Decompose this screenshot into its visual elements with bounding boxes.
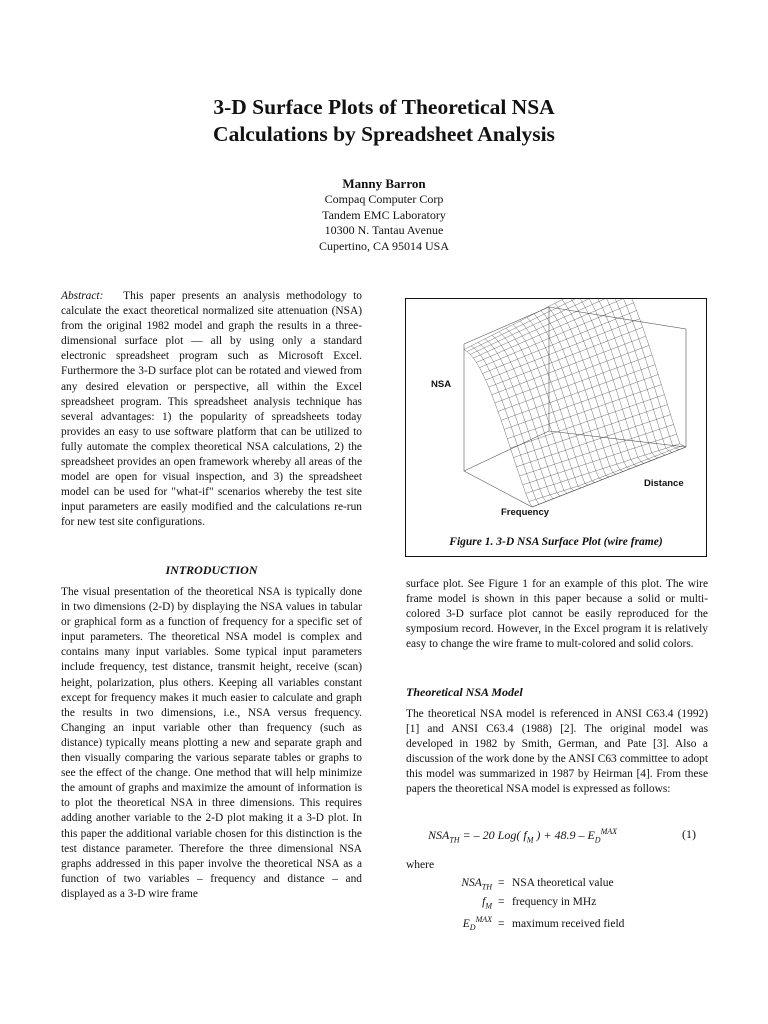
definition-row: $E_D^{MAX}$ = maximum received field — [440, 915, 624, 934]
section-heading: Theoretical NSA Model — [406, 685, 523, 699]
introduction-paragraph: The visual presentation of the theoretical NSA is typically done in two dimensions (2-D) by displaying the NSA values in tabular or graphical form as a function of frequency for a specific set of input parameters. The theoretical NSA model is complex and contains many input variables. Some typical input parameters include frequency, test distance, transmit height, receive (scan) height, polarization, plus others. Keeping all variables constant except for frequency makes it much easier to calculate and graph the results in two dimensions, i.e., NSA versus frequency. Changing an input variable other than frequency (such as distance) typically means plotting a new and separate graph and then visually comparing the various separate tables or graphs to see the effect of the change. One method that will help minimize the amount of graphs and maximize the amount of information is to plot the theoretical NSA in three dimensions. This requires adding another variable to the 2-D plot making it a 3-D plot. In this paper the additional variable chosen for this distinction is the test distance parameter. Therefore the three dimensional NSA graphs addressed in this paper involve the theoretical NSA as a function of two variables – frequency and distance – and displayed as a 3-D wire frame — [61, 586, 362, 900]
definition-symbol: $f_M$ — [482, 896, 492, 911]
right-paragraph-1 — [406, 577, 708, 652]
author-city: Cupertino, CA 95014 USA — [318, 238, 449, 253]
section-paragraph-text: The theoretical NSA model is referenced in ANSI C63.4 (1992) [1] and ANSI C63.4 (1988) [2]. The original model was developed in 1982 by Smith, German, and Pate [3]. Also a discussion of the work done by the ANSI C63 committee to adopt this model was summarized in 1987 by Heirman [4]. From these papers the theoretical NSA model is expressed as follows: — [406, 708, 708, 796]
figure-1 — [405, 298, 707, 557]
equation-e-sup: MAX — [600, 827, 618, 836]
author-block — [0, 175, 768, 254]
definition-description: maximum received field — [512, 917, 625, 930]
introduction-heading: INTRODUCTION — [165, 563, 258, 577]
equation-middle-2: ) + 48.9 – E — [533, 828, 595, 842]
surface-plot — [406, 299, 706, 556]
definition-symbol: $NSA_{TH}$ — [461, 877, 492, 892]
author-affiliation-2: Tandem EMC Laboratory — [322, 207, 446, 222]
right-paragraph-1-text: surface plot. See Figure 1 for an example of this plot. The wire frame model is shown in this paper because a solid or multi-colored 3-D surface plot cannot be easily reproduced for the symposium record. However, in the Excel program it is relatively easy to change the wire frame to mult-colored and solid colors. — [406, 578, 708, 651]
figure-caption: Figure 1. 3-D NSA Surface Plot (wire frame) — [449, 536, 663, 548]
abstract — [61, 289, 362, 531]
equation-1 — [428, 827, 708, 844]
equation-lhs: NSA — [428, 828, 450, 842]
where-label: where — [406, 859, 435, 871]
author-address: 10300 N. Tantau Avenue — [324, 223, 444, 238]
definition-description: NSA theoretical value — [512, 877, 614, 889]
equation-middle-sub: M — [526, 835, 534, 845]
abstract-text: This paper presents an analysis methodology to calculate the exact theoretical normalized site attenuation (NSA) from the original 1982 model and graph the results in a three-dimensional surface plot — all by using only a standard electronic spreadsheet program such as Microsoft Excel. Furthermore the 3-D surface plot can be rotated and viewed from any desired elevation or perspective, all within the Excel spreadsheet program. This spreadsheet analysis technique has several advantages: 1) the popularity of spreadsheets today provides an easy to use software platform that can be utilized to fully automate the complex theoretical NSA calculations, 2) the spreadsheet provides an open framework whereby all areas of the model are open for visual inspection, and 3) the spreadsheet model can be used for "what-if" scenarios whereby the test site input parameters are easily modified and the calculations re-run for new test site configurations. — [61, 290, 362, 529]
axis-label-frequency: Frequency — [501, 507, 550, 518]
definition-symbol: $E_D^{MAX}$ — [462, 915, 492, 933]
definition-row: $NSA_{TH}$ = NSA theoretical value — [440, 877, 624, 896]
abstract-label: Abstract: — [61, 290, 104, 302]
axis-label-distance: Distance — [644, 478, 684, 489]
section-paragraph — [406, 707, 708, 798]
introduction-text — [61, 585, 362, 902]
title-line-2: Calculations by Spreadsheet Analysis — [213, 122, 555, 146]
definitions-list — [440, 877, 624, 934]
definition-row: $f_M$ = frequency in MHz — [440, 896, 624, 915]
wire-frame-surface — [464, 299, 686, 507]
axis-label-nsa: NSA — [431, 379, 452, 390]
paper-title — [0, 94, 768, 148]
author-affiliation-1: Compaq Computer Corp — [324, 192, 444, 206]
equation-lhs-sub: TH — [449, 835, 460, 845]
equation-number: (1) — [682, 827, 696, 841]
definition-description: frequency in MHz — [512, 896, 597, 908]
equation-middle-1: = – 20 Log( f — [459, 828, 527, 842]
author-name: Manny Barron — [342, 176, 426, 191]
equation-e-sub: D — [594, 835, 601, 845]
title-line-1: 3-D Surface Plots of Theoretical NSA — [213, 95, 555, 119]
